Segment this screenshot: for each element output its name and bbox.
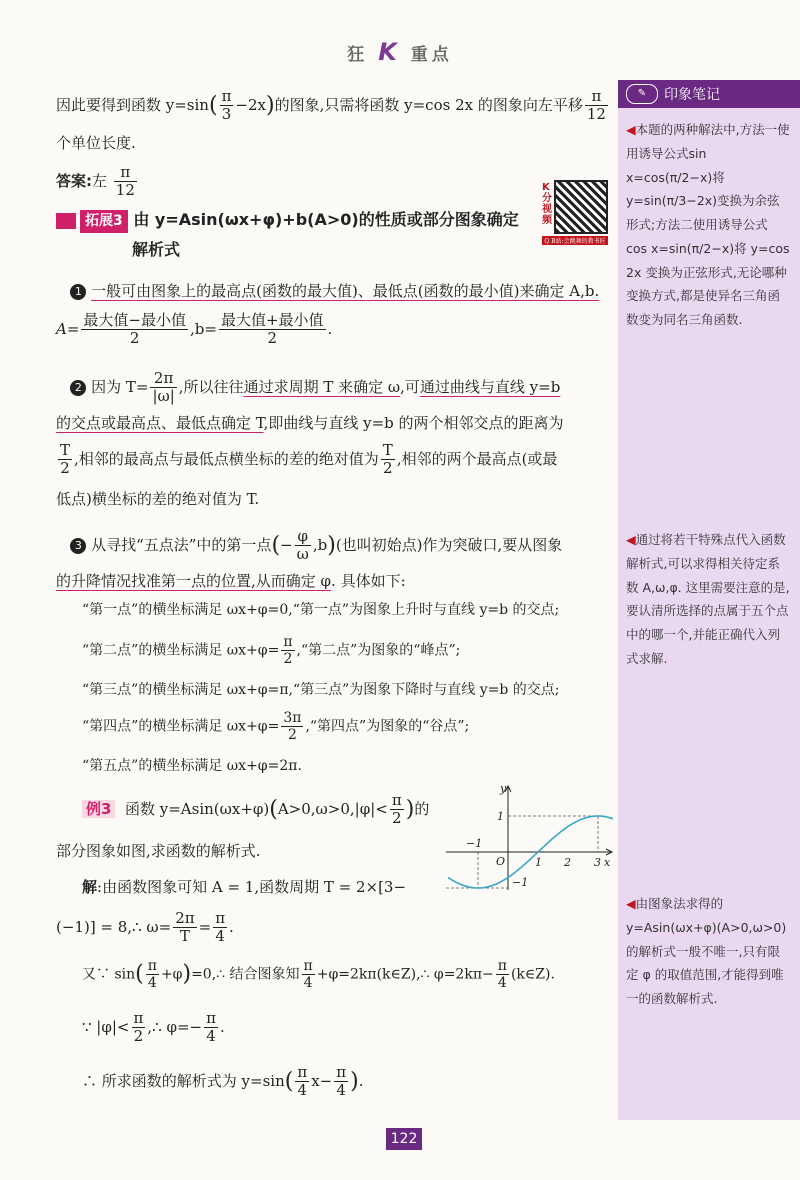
side-notes-panel <box>618 80 800 1120</box>
example-badge: 例3 <box>82 800 115 818</box>
video-qr-code[interactable] <box>542 180 608 262</box>
side-header <box>618 80 800 108</box>
fourth-point: “第四点”的横坐标满足 ωx+φ= $\frac{3\pi}{2}$ ,“第四点”为图象的“谷点”; <box>82 710 470 744</box>
side-note-1: ◀本题的两种解法中,方法一使用诱导公式sin x=cos(π/2−x)将 y=sin(π/3−2x)变换为余弦形式;方法二使用诱导公式 cos x=sin(π/2−x)将 y=cos 2x 变换为正弦形式,无论哪种变换方式,都是使异名三角函数变为同名三角函数. <box>626 122 790 327</box>
book-icon <box>56 213 76 229</box>
extension-title-2: 解析式 <box>132 240 181 259</box>
solution-3: 又∵ sin( $\frac{\pi}{4}$ +φ)=0,∴ 结合图象知 $\frac{\pi}{4}$ +φ=2kπ(k∈Z),∴ φ=2kπ− $\frac{\pi}{4}$ (k∈Z). <box>82 958 555 992</box>
point-2-line-3: $\frac{T}{2}$ ,相邻的最高点与最低点横坐标的差的绝对值为 $\frac{T}{2}$ ,相邻的两个最高点(或最 <box>60 441 558 478</box>
qr-label: K分视频 <box>542 182 552 226</box>
first-point: “第一点”的横坐标满足 ωx+φ=0,“第一点”为图象上升时与直线 y=b 的交点; <box>82 602 560 618</box>
second-point: “第二点”的横坐标满足 ωx+φ= $\frac{\pi}{2}$ ,“第二点”为图象的“峰点”; <box>82 634 461 668</box>
x-tick-2: 2 <box>564 856 571 869</box>
ab-formula: A= $\frac{\text{最大值−最小值}}{2}$ ,b= $\frac{\text{最大值+最小值}}{2}$ . <box>56 311 333 348</box>
sine-graph <box>446 782 616 892</box>
header-text-2: 重点 <box>410 45 453 65</box>
qr-caption: Q B站:会跳舞的教书匠 <box>542 236 608 245</box>
intro-line-2: 个单位长度. <box>56 134 136 152</box>
point-2-line-4: 低点)横坐标的差的绝对值为 T. <box>56 490 260 508</box>
third-point: “第三点”的横坐标满足 ωx+φ=π,“第三点”为图象下降时与直线 y=b 的交点; <box>82 682 560 698</box>
extension-title: 拓展3 由 y=Asin(ωx+φ)+b(A>0)的性质或部分图象确定 <box>56 208 616 233</box>
solution-1: 解:由函数图象可知 A = 1,函数周期 T = 2×[3− <box>82 878 407 896</box>
x-tick-neg1: −1 <box>466 837 483 850</box>
side-note-3: ◀由图象法求得的 y=Asin(ωx+φ)(A>0,ω>0)的解析式一般不唯一,只有限定 φ 的取值范围,才能得到唯一的函数解析式. <box>626 896 787 1006</box>
header-logo-k: K <box>378 38 401 66</box>
x-tick-1: 1 <box>535 856 542 869</box>
side-note-2: ◀通过将若干特殊点代入函数解析式,可以求得相关待定系数 A,ω,φ. 这里需要注意的是,要认清所选择的点属于五个点中的哪一个,并能正确代入列式求解. <box>626 532 790 666</box>
origin-label: O <box>496 855 506 868</box>
point-2: 2 因为 T= $\frac{2\pi}{|\omega|}$ ,所以往往通过求周期 T 来确定 ω,可通过曲线与直线 y=b <box>56 370 616 406</box>
example-3-line-2: 部分图象如图,求函数的解析式. <box>56 842 261 860</box>
elephant-icon: ✎ <box>626 84 658 104</box>
qr-icon <box>554 180 608 234</box>
point-1: 1 一般可由图象上的最高点(函数的最大值)、最低点(函数的最小值)来确定 A,b. <box>56 280 616 303</box>
page-number: 122 <box>386 1128 422 1150</box>
point-3: 3 从寻找“五点法”中的第一点(− $\frac{\varphi}{\omega}$ ,b)(也叫初始点)作为突破口,要从图象 <box>56 528 616 564</box>
header-text: 狂 <box>347 45 369 65</box>
x-axis-label: x <box>604 856 611 869</box>
side-header-title: 印象笔记 <box>664 87 720 103</box>
y-tick-1: 1 <box>497 810 504 823</box>
example-3: 例3 函数 y=Asin(ωx+φ)(A>0,ω>0,|φ|< $\frac{\pi}{2}$ )的 <box>82 792 482 828</box>
intro-line: 因此要得到函数 y=sin( $\frac{\pi}{3}$ −2x)的图象,只需将函数 y=cos 2x 的图象向左平移 $\frac{\pi}{12}$ <box>56 87 606 124</box>
y-tick-neg1: −1 <box>512 876 529 889</box>
point-2-line-2: 的交点或最高点、最低点确定 T,即曲线与直线 y=b 的两个相邻交点的距离为 <box>56 414 564 432</box>
x-tick-3: 3 <box>594 856 601 869</box>
fifth-point: “第五点”的横坐标满足 ωx+φ=2π. <box>82 758 302 774</box>
solution-4: ∵ |φ|< $\frac{\pi}{2}$ ,∴ φ=− $\frac{\pi}{4}$ . <box>82 1009 225 1046</box>
solution-2: (−1)] = 8,∴ ω= $\frac{2\pi}{T}$ = $\frac{\pi}{4}$ . <box>56 909 234 946</box>
y-axis-label: y <box>500 782 507 795</box>
point-3-line-2: 的升降情况找准第一点的位置,从而确定 φ. 具体如下: <box>56 572 406 590</box>
solution-5: ∴ 所求函数的解析式为 y=sin( $\frac{\pi}{4}$ x− $\frac{\pi}{4}$ ). <box>82 1063 364 1100</box>
page-header <box>0 38 800 66</box>
answer: 答案:左 $\frac{\pi}{12}$ <box>56 163 135 200</box>
